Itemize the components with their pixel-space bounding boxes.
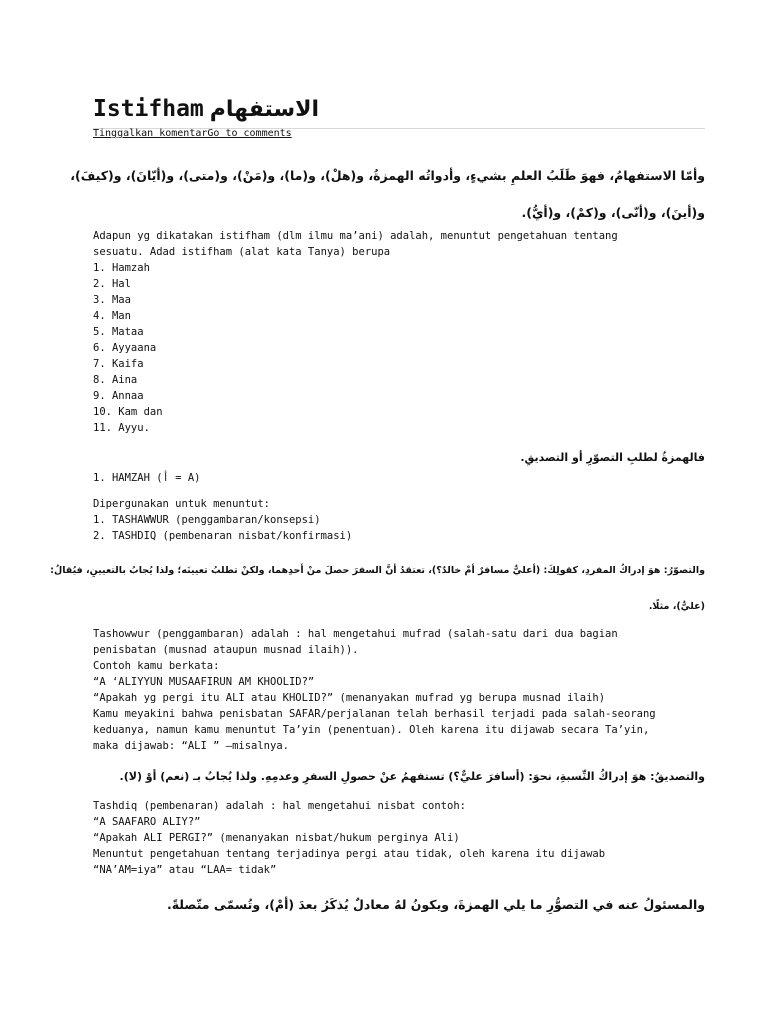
paragraph-line: Kamu meyakini bahwa penisbatan SAFAR/perjalanan telah berhasil terjadi pada salah-seorang: [93, 708, 656, 720]
title-latin: Istifham: [93, 96, 204, 122]
list-item: 1. Hamzah: [93, 262, 150, 274]
comments-link[interactable]: Tinggalkan komentarGo to comments: [93, 128, 292, 139]
paragraph-line: Tashowwur (penggambaran) adalah : hal mengetahui mufrad (salah-satu dari dua bagian: [93, 628, 618, 640]
list-item: 11. Ayyu.: [93, 422, 150, 434]
list-item: 2. Hal: [93, 278, 131, 290]
usage-block: [93, 496, 352, 544]
paragraph-line: “A SAAFARO ALIY?”: [93, 816, 201, 828]
arabic-hamzah-line: فالهمزةُ لطلبِ التصوّرِ أو التصديقِ.: [520, 451, 705, 464]
list-item: 10. Kam dan: [93, 406, 163, 418]
usage-line: 1. TASHAWWUR (penggambaran/konsepsi): [93, 514, 321, 526]
definition-line: sesuatu. Adad istifham (alat kata Tanya) berupa: [93, 246, 391, 258]
paragraph-line: Contoh kamu berkata:: [93, 660, 220, 672]
paragraph-line: Tashdiq (pembenaran) adalah : hal mengetahui nisbat contoh:: [93, 800, 466, 812]
tasawwur-explanation: [93, 626, 656, 754]
usage-line: 2. TASHDIQ (pembenaran nisbat/konfirmasi): [93, 530, 353, 542]
paragraph-line: maka dijawab: “ALI ” –misalnya.: [93, 740, 289, 752]
paragraph-line: penisbatan (musnad ataupun musnad ilaih)).: [93, 644, 359, 656]
list-item: 6. Ayyaana: [93, 342, 157, 354]
list-item: 8. Aina: [93, 374, 138, 386]
list-item: 3. Maa: [93, 294, 131, 306]
arabic-tasdiq-line: والتصديقُ: هوَ إدراكُ النِّسبةِ، نحوَ: (أسافرَ عليٌّ؟) تستفهمُ عنْ حصولِ السفرِ وعدمِهِ. ولذا يُجابُ بـ (نعم) أوْ (لا).: [119, 770, 705, 783]
paragraph-line: “A ‘ALIYYUN MUSAAFIRUN AM KHOOLID?”: [93, 676, 315, 688]
arabic-tasawwur-line-2: (عليٌّ)، مثلًا.: [648, 601, 705, 612]
paragraph-line: “Apakah ALI PERGI?” (menanyakan nisbat/hukum perginya Ali): [93, 832, 460, 844]
hamzah-heading: 1. HAMZAH (أ = A): [93, 472, 201, 484]
arabic-intro-line-1: وأمّا الاستفهامُ، فهوَ طَلَبُ العلمِ بشيءٍ، وأدواتُه الهمزةُ، و(هلْ)، و(ما)، و(مَنْ)، و(متى)، و(أيّانَ)، و(كيفَ)،: [70, 168, 705, 183]
list-item: 7. Kaifa: [93, 358, 144, 370]
list-item: 9. Annaa: [93, 390, 144, 402]
tasdiq-explanation: [93, 798, 605, 878]
paragraph-line: “NA’AM=iya” atau “LAA= tidak”: [93, 864, 277, 876]
usage-line: Dipergunakan untuk menuntut:: [93, 498, 271, 510]
list-item: 4. Man: [93, 310, 131, 322]
paragraph-line: “Apakah yg pergi itu ALI atau KHOLID?” (menanyakan mufrad yg berupa musnad ilaih): [93, 692, 606, 704]
paragraph-line: keduanya, namun kamu menuntut Ta’yin (penentuan). Oleh karena itu dijawab secara Ta’yin,: [93, 724, 650, 736]
istifham-tools-list: [93, 260, 163, 436]
definition-line: Adapun yg dikatakan istifham (dlm ilmu ma’ani) adalah, menuntut pengetahuan tentang: [93, 230, 618, 242]
definition-paragraph: [93, 228, 618, 260]
arabic-tasawwur-line-1: والتصوّرُ: هوَ إدراكُ المفردِ، كقولِكَ: (أعليٌّ مسافرٌ أمْ خالدٌ؟)، تعتقدُ أنَّ السفرَ حصلَ منْ أحدِهما، ولكنْ تطلبُ تعيينَه؛ ولذا يُجابُ بالتعيينِ، فيُقالُ:: [50, 565, 705, 576]
title-arabic: الاستفهام: [209, 97, 320, 122]
arabic-intro-line-2: و(أينَ)، و(أنّى)، و(كمْ)، و(أيُّ).: [521, 205, 705, 220]
paragraph-line: Menuntut pengetahuan tentang terjadinya pergi atau tidak, oleh karena itu dijawab: [93, 848, 606, 860]
list-item: 5. Mataa: [93, 326, 144, 338]
page-title: [93, 94, 319, 125]
arabic-closing-line: والمسئولُ عنه في التصوُّرِ ما يلي الهمزةَ، ويكونُ لهُ معادلٌ يُذكَرُ بعدَ (أمْ)، وتُسمّى متّصلةً.: [166, 897, 705, 912]
